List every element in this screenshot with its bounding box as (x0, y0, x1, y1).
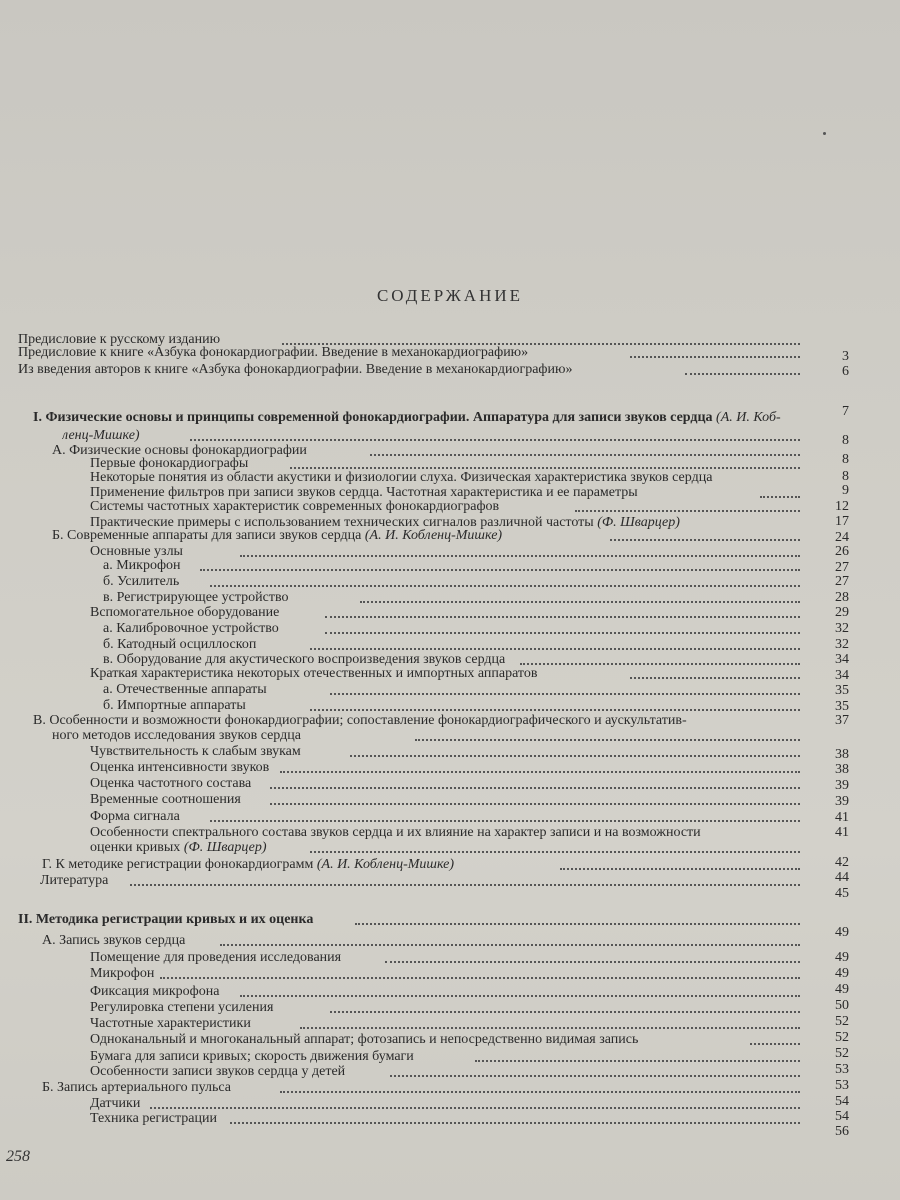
toc-page-number: 27 (835, 574, 849, 589)
toc-entry (90, 666, 848, 682)
toc-entry-title: ленц-Мишке) (62, 428, 140, 443)
toc-entry-author: (А. И. Кобленц-Мишке) (313, 857, 455, 872)
toc-page-number: 45 (835, 886, 849, 901)
dot-leader (300, 1025, 800, 1029)
toc-entry (90, 792, 848, 808)
toc-page-number: 27 (835, 560, 849, 575)
toc-entry-title: Вспомогательное оборудование (90, 605, 280, 620)
toc-entry (90, 950, 848, 966)
toc-entry-title: Предисловие к русскому изданию (18, 332, 221, 347)
toc-entry-title: б. Усилитель (103, 574, 180, 589)
dot-leader (240, 993, 800, 997)
toc-entry-title: А. Запись звуков сердца (42, 933, 186, 948)
toc-entry-title: Некоторые понятия из области акустики и физиологии слуха. Физическая характеристика звуков сердца (90, 470, 713, 485)
toc-page-number: 26 (835, 544, 849, 559)
toc-entry-title: Оценка интенсивности звуков (90, 760, 270, 775)
toc-page-number: 7 (842, 404, 849, 419)
toc-entry (90, 470, 848, 486)
toc-page-number: 49 (835, 925, 849, 940)
dot-leader (280, 769, 800, 773)
toc-page-number: 54 (835, 1094, 849, 1109)
dot-leader (325, 630, 800, 634)
toc-entry-title: в. Оборудование для акустического воспроизведения звуков сердца (103, 652, 506, 667)
dot-leader (310, 707, 800, 711)
dot-leader (210, 818, 800, 822)
toc-entry-title: I. Физические основы и принципы современной фонокардиографии. Аппаратура для записи звуков сердца (33, 410, 713, 425)
toc-entry-author: (Ф. Шварцер) (593, 515, 680, 530)
toc-entry (103, 621, 848, 637)
toc-page-number: 28 (835, 590, 849, 605)
toc-entry (103, 698, 848, 714)
toc-entry-author: (Ф. Шварцер) (180, 840, 267, 855)
toc-entry-title: Регулировка степени усиления (90, 1000, 274, 1015)
toc-page-number: 56 (835, 1124, 849, 1139)
dot-leader (630, 675, 800, 679)
dot-leader (750, 1041, 800, 1045)
toc-entry (90, 1064, 848, 1080)
toc-entry (18, 912, 848, 928)
toc-entry-title: Из введения авторов к книге «Азбука фонокардиографии. Введение в механокардиографию» (18, 362, 573, 377)
toc-entry-title: Фиксация микрофона (90, 984, 220, 999)
dot-leader (560, 866, 800, 870)
toc-entry (90, 1049, 848, 1065)
dot-leader (575, 508, 800, 512)
toc-entry (103, 558, 848, 574)
toc-page-number: 24 (835, 530, 849, 545)
dot-leader (280, 1089, 800, 1093)
toc-entry (52, 728, 848, 744)
toc-page-number: 38 (835, 747, 849, 762)
toc-entry-title: Особенности спектрального состава звуков сердца и их влияние на характер записи и на возможности (90, 825, 701, 840)
dot-leader (355, 921, 800, 925)
toc-entry (90, 744, 848, 760)
toc-entry-title: б. Катодный осциллоскоп (103, 637, 257, 652)
toc-entry (42, 933, 848, 949)
toc-entry (33, 410, 848, 426)
dot-leader (390, 1073, 800, 1077)
toc-entry-title: Литература (40, 873, 109, 888)
dot-leader (415, 737, 800, 741)
toc-entry (90, 809, 848, 825)
toc-entry-title: Частотные характеристики (90, 1016, 251, 1031)
toc-entry (40, 873, 848, 889)
toc-page-number: 52 (835, 1046, 849, 1061)
dot-leader (270, 801, 800, 805)
dot-leader (160, 975, 800, 979)
toc-page-number: 42 (835, 855, 849, 870)
toc-page-number: 35 (835, 699, 849, 714)
toc-page-number: 34 (835, 668, 849, 683)
toc-entry-title: Практические примеры с использованием технических сигналов различной частоты (90, 515, 594, 530)
toc-entry (62, 428, 848, 444)
toc-entry-title: Техника регистрации (90, 1111, 217, 1126)
toc-entry (90, 760, 848, 776)
dot-leader (325, 614, 800, 618)
toc-page-number: 37 (835, 713, 849, 728)
toc-entry (90, 1032, 848, 1048)
toc-page-number: 32 (835, 637, 849, 652)
toc-entry-title: б. Импортные аппараты (103, 698, 246, 713)
toc-entry-title: ного методов исследования звуков сердца (52, 728, 301, 743)
toc-page-number: 17 (835, 514, 849, 529)
speck-mark (823, 132, 826, 135)
dot-leader (190, 437, 800, 441)
toc-page-number: 53 (835, 1062, 849, 1077)
toc-entry-title: Особенности записи звуков сердца у детей (90, 1064, 346, 1079)
toc-entry-title: Чувствительность к слабым звукам (90, 744, 301, 759)
toc-entry (90, 984, 848, 1000)
toc-page-number: 39 (835, 778, 849, 793)
toc-page-number: 8 (842, 452, 849, 467)
dot-leader (210, 583, 800, 587)
dot-leader (350, 753, 800, 757)
toc-page-number: 53 (835, 1078, 849, 1093)
toc-entry-title: Применение фильтров при записи звуков сердца. Частотная характеристика и ее параметры (90, 485, 638, 500)
toc-entry-title: а. Отечественные аппараты (103, 682, 267, 697)
dot-leader (475, 1058, 800, 1062)
toc-page-number: 32 (835, 621, 849, 636)
toc-entry-title: оценки кривых (90, 840, 181, 855)
dot-leader (330, 1009, 800, 1013)
toc-entry (90, 1016, 848, 1032)
toc-page-number: 3 (842, 349, 849, 364)
toc-entry-title: В. Особенности и возможности фонокардиографии; сопоставление фонокардиографического и аускультатив- (33, 713, 687, 728)
dot-leader (130, 882, 800, 886)
toc-entry-title: Датчики (90, 1096, 141, 1111)
toc-entry (90, 825, 848, 841)
toc-page-number: 41 (835, 810, 849, 825)
toc-entry-title: Помещение для проведения исследования (90, 950, 342, 965)
toc-page-number: 52 (835, 1014, 849, 1029)
dot-leader (330, 691, 800, 695)
toc-entry (90, 840, 848, 856)
toc-entry-title: Бумага для записи кривых; скорость движения бумаги (90, 1049, 414, 1064)
toc-page-number: 6 (842, 364, 849, 379)
toc-page-number: 49 (835, 966, 849, 981)
toc-entry (42, 857, 848, 873)
dot-leader (630, 354, 800, 358)
toc-page-number: 52 (835, 1030, 849, 1045)
toc-page-number: 34 (835, 652, 849, 667)
toc-entry-author: (А. И. Коб- (712, 410, 781, 425)
toc-entry (42, 1080, 848, 1096)
toc-entry (90, 1000, 848, 1016)
toc-entry-title: Первые фонокардиографы (90, 456, 249, 471)
dot-leader (270, 785, 800, 789)
dot-leader (520, 661, 800, 665)
toc-entry-title: Основные узлы (90, 544, 183, 559)
toc-entry (90, 1111, 848, 1127)
toc-page-number: 39 (835, 794, 849, 809)
toc-page-number: 38 (835, 762, 849, 777)
toc-page-number: 29 (835, 605, 849, 620)
toc-entry-title: а. Микрофон (103, 558, 181, 573)
toc-entry (90, 605, 848, 621)
toc-entry (103, 590, 848, 606)
dot-leader (290, 465, 800, 469)
toc-entry-title: в. Регистрирующее устройство (103, 590, 289, 605)
page-number: 258 (6, 1148, 30, 1165)
toc-entry (103, 682, 848, 698)
toc-page-number: 12 (835, 499, 849, 514)
dot-leader (150, 1105, 800, 1109)
toc-entry-title: А. Физические основы фонокардиографии (52, 443, 307, 458)
toc-page-number: 41 (835, 825, 849, 840)
toc-entry-title: Одноканальный и многоканальный аппарат; фотозапись и непосредственно видимая запись (90, 1032, 639, 1047)
toc-page-number: 9 (842, 483, 849, 498)
toc-page-number: 50 (835, 998, 849, 1013)
toc-entry-title: а. Калибровочное устройство (103, 621, 279, 636)
toc-entry (33, 713, 848, 729)
dot-leader (200, 567, 800, 571)
toc-entry-title: Оценка частотного состава (90, 776, 252, 791)
dot-leader (385, 959, 800, 963)
dot-leader (230, 1120, 800, 1124)
dot-leader (220, 942, 800, 946)
toc-entry-title: Форма сигнала (90, 809, 180, 824)
toc-entry (90, 1096, 848, 1112)
dot-leader (610, 537, 800, 541)
toc-entry (103, 637, 848, 653)
toc-entry-title: Краткая характеристика некоторых отечественных и импортных аппаратов (90, 666, 538, 681)
toc-entry-title: II. Методика регистрации кривых и их оценка (18, 912, 314, 927)
toc-entry-title: Б. Современные аппараты для записи звуков сердца (52, 528, 362, 543)
toc-entry-title: Г. К методике регистрации фонокардиограмм (42, 857, 314, 872)
toc-entry (90, 966, 848, 982)
toc-entry-title: Б. Запись артериального пульса (42, 1080, 231, 1095)
dot-leader (310, 849, 800, 853)
toc-page-number: 8 (842, 433, 849, 448)
toc-entry-title: Предисловие к книге «Азбука фонокардиографии. Введение в механокардиографию» (18, 345, 529, 360)
toc-entry (90, 499, 848, 515)
dot-leader (685, 371, 800, 375)
toc-page-number: 35 (835, 683, 849, 698)
dot-leader (360, 599, 800, 603)
toc-entry-title: Временные соотношения (90, 792, 241, 807)
toc-page-number: 49 (835, 950, 849, 965)
toc-entry (90, 776, 848, 792)
toc-entry (18, 362, 848, 378)
toc-entry (52, 528, 848, 544)
page-title: СОДЕРЖАНИЕ (376, 286, 524, 305)
toc-page-number: 54 (835, 1109, 849, 1124)
toc-entry-title: Микрофон (90, 966, 155, 981)
toc-page-number: 44 (835, 870, 849, 885)
dot-leader (240, 553, 800, 557)
toc-page-number: 8 (842, 469, 849, 484)
toc-entry (18, 345, 848, 361)
toc-entry-title: Системы частотных характеристик современных фонокардиографов (90, 499, 500, 514)
toc-page-number: 49 (835, 982, 849, 997)
dot-leader (310, 646, 800, 650)
toc-entry (103, 574, 848, 590)
dot-leader (760, 494, 800, 498)
toc-entry-author: (А. И. Кобленц-Мишке) (361, 528, 503, 543)
